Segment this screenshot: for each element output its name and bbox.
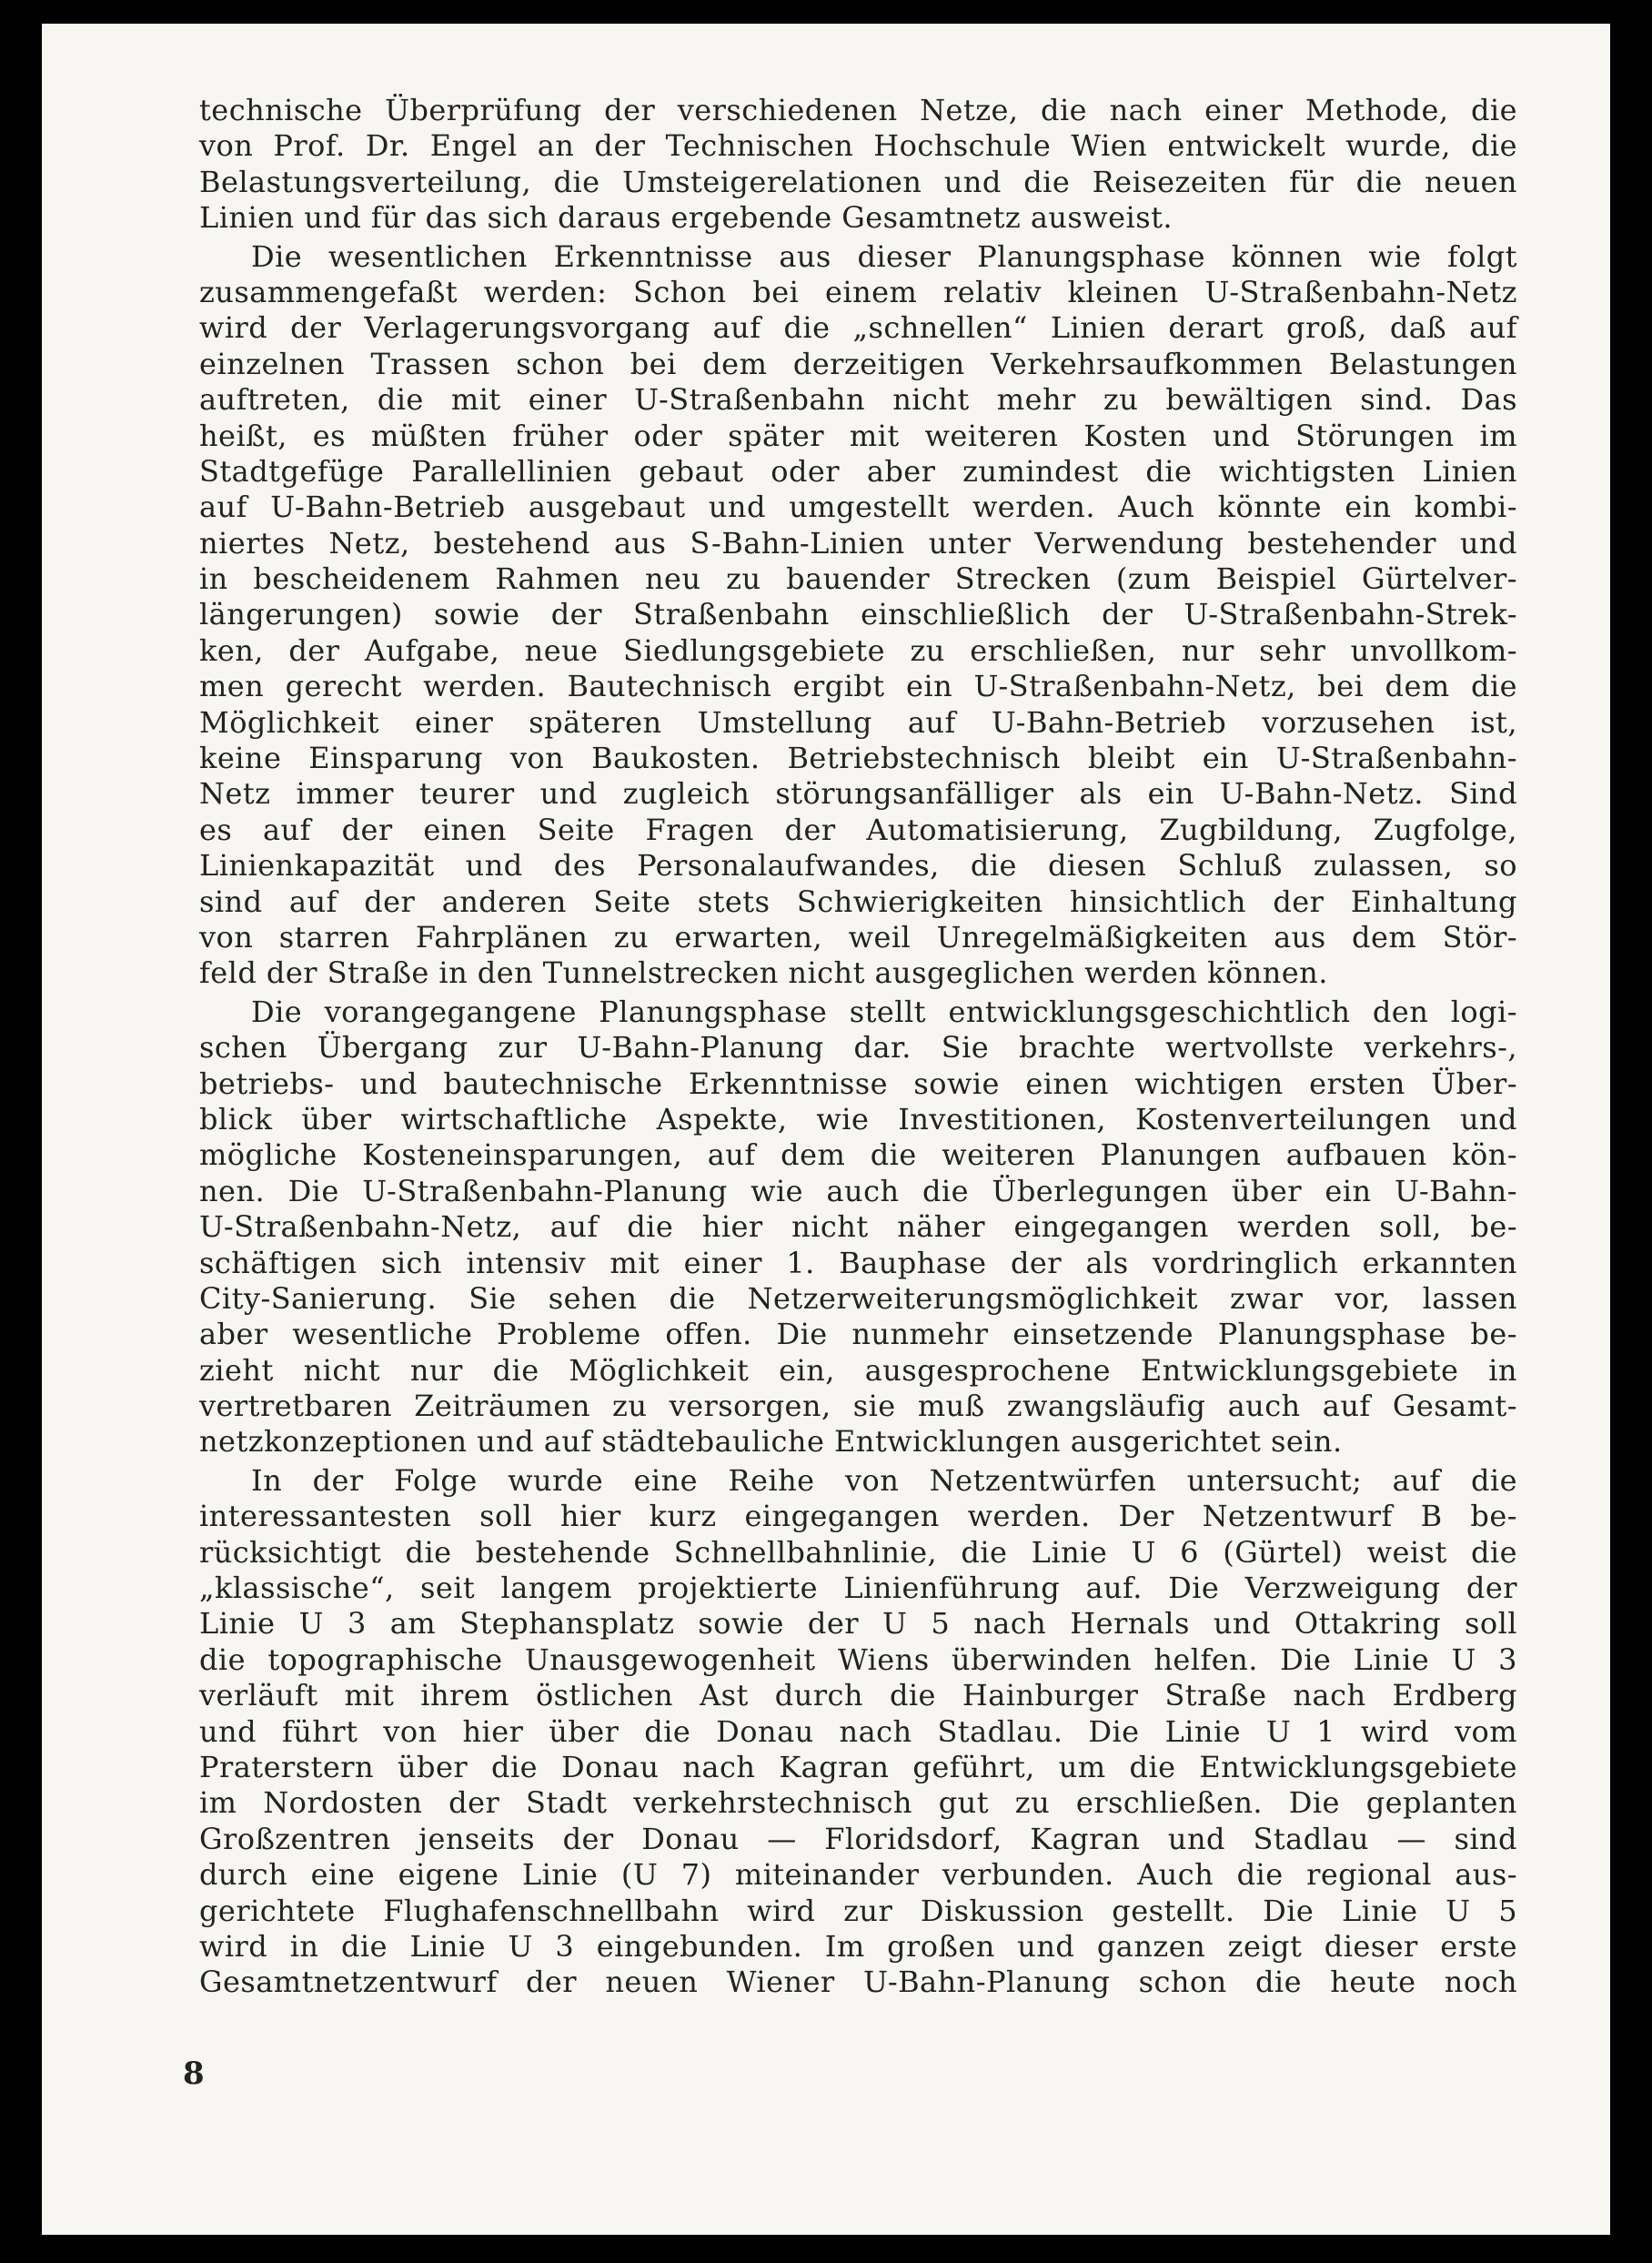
text-line: Großzentren jenseits der Donau — Floridsdorf, Kagran und Stadlau — sind — [199, 1821, 1517, 1856]
paragraph — [199, 1463, 1517, 2001]
text-line: wird in die Linie U 3 eingebunden. Im großen und ganzen zeigt dieser erste — [199, 1928, 1517, 1964]
text-line: Linie U 3 am Stephansplatz sowie der U 5 nach Hernals und Ottakring soll — [199, 1606, 1517, 1642]
text-line: von Prof. Dr. Engel an der Technischen Hochschule Wien entwickelt wurde, die — [199, 128, 1517, 164]
text-line: Praterstern über die Donau nach Kagran geführt, um die Entwicklungsgebiete — [199, 1749, 1517, 1784]
text-line: nen. Die U-Straßenbahn-Planung wie auch die Überlegungen über ein U-Bahn- — [199, 1173, 1517, 1208]
text-line: men gerecht werden. Bautechnisch ergibt ein U-Straßenbahn-Netz, bei dem die — [199, 669, 1517, 704]
text-line: zieht nicht nur die Möglichkeit ein, ausgesprochene Entwicklungsgebiete in — [199, 1352, 1517, 1388]
text-line: aber wesentliche Probleme offen. Die nunmehr einsetzende Planungsphase be- — [199, 1317, 1517, 1352]
text-line: netzkonzeptionen und auf städtebauliche Entwicklungen ausgerichtet sein. — [199, 1424, 1343, 1460]
text-line: in bescheidenem Rahmen neu zu bauender Strecken (zum Beispiel Gürtelver- — [199, 561, 1517, 597]
text-line: niertes Netz, bestehend aus S-Bahn-Linien unter Verwendung bestehender und — [199, 525, 1517, 561]
paragraph — [199, 93, 1517, 237]
text-line: Netz immer teurer und zugleich störungsanfälliger als ein U-Bahn-Netz. Sind — [199, 776, 1517, 812]
text-line: sind auf der anderen Seite stets Schwierigkeiten hinsichtlich der Einhaltung — [199, 884, 1517, 919]
text-line: schen Übergang zur U-Bahn-Planung dar. Sie brachte wertvollste verkehrs-, — [199, 1030, 1517, 1066]
text-line: Die wesentlichen Erkenntnisse aus dieser Planungsphase können wie folgt — [251, 238, 1517, 274]
text-line: Die vorangegangene Planungsphase stellt entwicklungsgeschichtlich den logi- — [251, 994, 1517, 1029]
text-line: durch eine eigene Linie (U 7) miteinander verbunden. Auch die regional aus- — [199, 1857, 1517, 1893]
text-line: betriebs- und bautechnische Erkenntnisse sowie einen wichtigen ersten Über- — [199, 1066, 1517, 1101]
document-page — [42, 24, 1610, 2235]
body-text — [199, 93, 1517, 2001]
text-line: U-Straßenbahn-Netz, auf die hier nicht näher eingegangen werden soll, be- — [199, 1209, 1517, 1245]
text-line: „klassische“, seit langem projektierte Linienführung auf. Die Verzweigung der — [199, 1571, 1517, 1606]
text-line: In der Folge wurde eine Reihe von Netzentwürfen untersucht; auf die — [251, 1462, 1517, 1498]
text-line: längerungen) sowie der Straßenbahn einschließlich der U-Straßenbahn-Strek- — [199, 597, 1517, 632]
text-line: ken, der Aufgabe, neue Siedlungsgebiete zu erschließen, nur sehr unvollkom- — [199, 632, 1517, 668]
text-line: City-Sanierung. Sie sehen die Netzerweiterungsmöglichkeit zwar vor, lassen — [199, 1280, 1517, 1316]
text-line: Belastungsverteilung, die Umsteigerelationen und die Reisezeiten für die neuen — [199, 164, 1517, 199]
text-line: feld der Straße in den Tunnelstrecken nicht ausgeglichen werden können. — [199, 955, 1328, 991]
text-line: die topographische Unausgewogenheit Wiens überwinden helfen. Die Linie U 3 — [199, 1642, 1517, 1677]
text-line: keine Einsparung von Baukosten. Betriebstechnisch bleibt ein U-Straßenbahn- — [199, 741, 1517, 776]
text-line: rücksichtigt die bestehende Schnellbahnlinie, die Linie U 6 (Gürtel) weist die — [199, 1534, 1517, 1570]
text-line: interessantesten soll hier kurz eingegangen werden. Der Netzentwurf B be- — [199, 1499, 1517, 1534]
text-line: auftreten, die mit einer U-Straßenbahn nicht mehr zu bewältigen sind. Das — [199, 382, 1517, 418]
text-line: auf U-Bahn-Betrieb ausgebaut und umgestellt werden. Auch könnte ein kombi- — [199, 490, 1517, 525]
text-line: Stadtgefüge Parallellinien gebaut oder aber zumindest die wichtigsten Linien — [199, 453, 1517, 489]
text-line: im Nordosten der Stadt verkehrstechnisch gut zu erschließen. Die geplanten — [199, 1785, 1517, 1821]
text-line: Linien und für das sich daraus ergebende Gesamtnetz ausweist. — [199, 200, 1173, 236]
text-line: verläuft mit ihrem östlichen Ast durch die Hainburger Straße nach Erdberg — [199, 1678, 1517, 1713]
text-line: und führt von hier über die Donau nach Stadlau. Die Linie U 1 wird vom — [199, 1713, 1517, 1749]
text-line: blick über wirtschaftliche Aspekte, wie Investitionen, Kostenverteilungen und — [199, 1101, 1517, 1137]
text-line: von starren Fahrplänen zu erwarten, weil Unregelmäßigkeiten aus dem Stör- — [199, 919, 1517, 955]
text-line: gerichtete Flughafenschnellbahn wird zur Diskussion gestellt. Die Linie U 5 — [199, 1893, 1517, 1928]
text-line: heißt, es müßten früher oder später mit weiteren Kosten und Störungen im — [199, 418, 1517, 453]
text-line: Linienkapazität und des Personalaufwandes, die diesen Schluß zulassen, so — [199, 848, 1517, 884]
paragraph — [199, 239, 1517, 992]
text-line: technische Überprüfung der verschiedenen Netze, die nach einer Methode, die — [199, 93, 1517, 127]
text-line: Möglichkeit einer späteren Umstellung auf U-Bahn-Betrieb vorzusehen ist, — [199, 704, 1517, 740]
text-line: wird der Verlagerungsvorgang auf die „schnellen“ Linien derart groß, daß auf — [199, 310, 1517, 346]
text-line: mögliche Kosteneinsparungen, auf dem die weiteren Planungen aufbauen kön- — [199, 1137, 1517, 1173]
text-line: es auf der einen Seite Fragen der Automatisierung, Zugbildung, Zugfolge, — [199, 812, 1517, 847]
text-line: zusammengefaßt werden: Schon bei einem relativ kleinen U-Straßenbahn-Netz — [199, 274, 1517, 309]
text-line: schäftigen sich intensiv mit einer 1. Bauphase der als vordringlich erkannten — [199, 1245, 1517, 1280]
text-line: Gesamtnetzentwurf der neuen Wiener U-Bahn-Planung schon die heute noch — [199, 1965, 1517, 2000]
text-line: vertretbaren Zeiträumen zu versorgen, sie muß zwangsläufig auch auf Gesamt- — [199, 1389, 1517, 1424]
paragraph — [199, 995, 1517, 1460]
page-number: 8 — [183, 2056, 205, 2092]
text-line: einzelnen Trassen schon bei dem derzeitigen Verkehrsaufkommen Belastungen — [199, 346, 1517, 381]
